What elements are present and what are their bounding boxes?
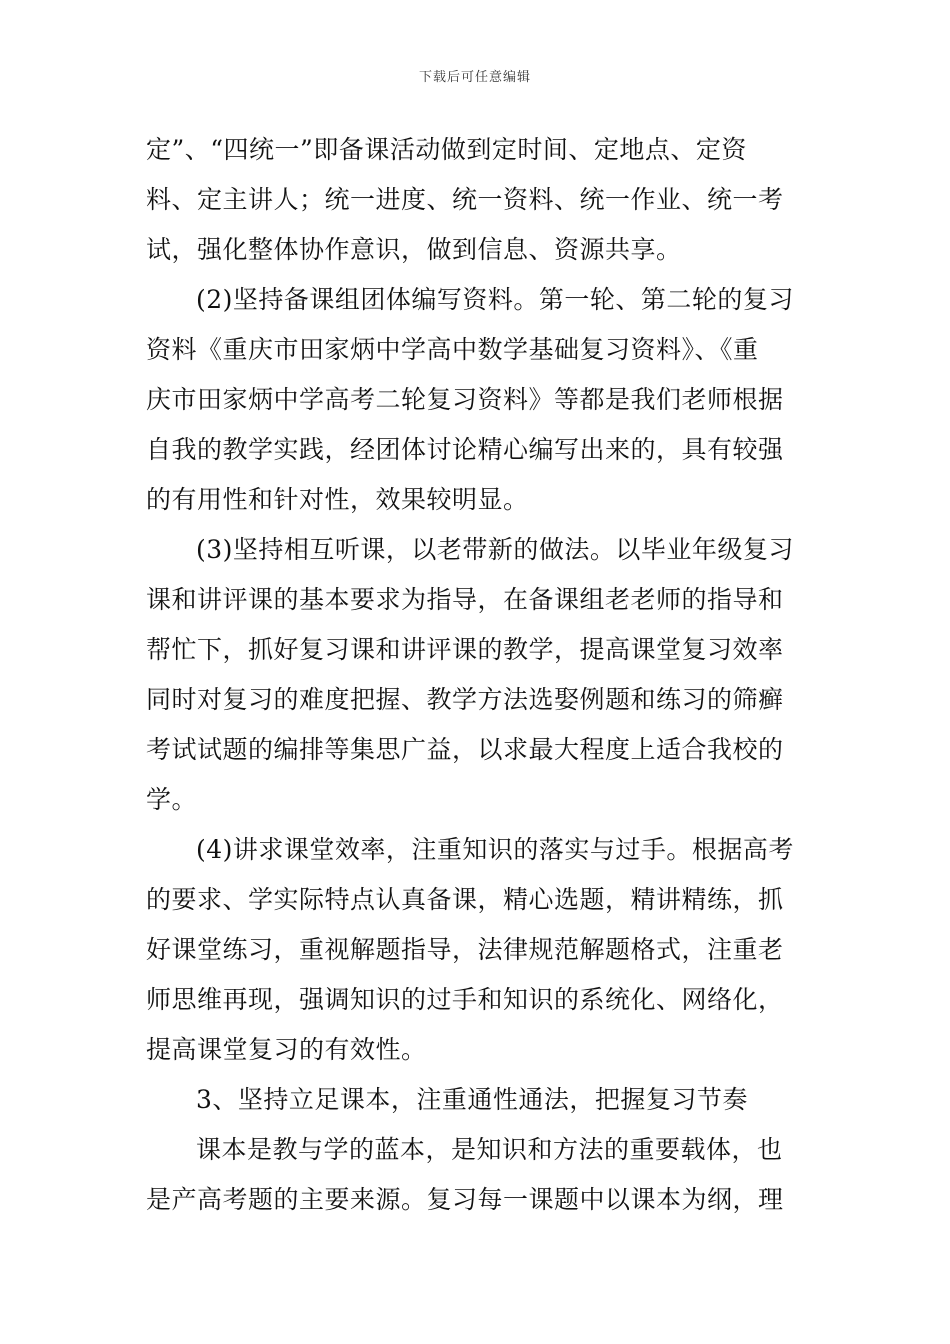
text-line: 师思维再现，强调知识的过手和知识的系统化、网络化， [146,985,784,1014]
text-line: 的有用性和针对性，效果较明显。 [146,485,529,514]
paragraph-start-4: (4)讲求课堂效率，注重知识的落实与过手。根据高考 [196,835,794,864]
text-line: 试，强化整体协作意识，做到信息、资源共享。 [146,235,682,264]
text-line: 学。 [146,785,198,814]
text-line: 考试试题的编排等集思广益，以求最大程度上适合我校的 [146,735,784,764]
text-line: 同时对复习的难度把握、教学方法选娶例题和练习的筛癣 [146,685,784,714]
text-line: 是产高考题的主要来源。复习每一课题中以课本为纲，理 [146,1185,784,1214]
text-line: 庆市田家炳中学高考二轮复习资料》等都是我们老师根据 [146,385,784,414]
text-line: 的要求、学实际特点认真备课，精心选题，精讲精练，抓 [146,885,784,914]
text-line: 帮忙下，抓好复习课和讲评课的教学，提高课堂复习效率 [146,635,784,664]
paragraph-start-2: (2)坚持备课组团体编写资料。第一轮、第二轮的复习 [196,285,794,314]
text-line: 自我的教学实践，经团体讨论精心编写出来的，具有较强 [146,435,784,464]
text-line: 资料《重庆市田家炳中学高中数学基础复习资料》、《重 [146,335,759,364]
text-line: 料、定主讲人；统一进度、统一资料、统一作业、统一考 [146,185,784,214]
page-header: 下载后可任意编辑 [418,70,531,85]
text-line: 课和讲评课的基本要求为指导，在备课组老老师的指导和 [146,585,784,614]
document-body [146,125,808,1225]
section-heading-3: 3、坚持立足课本，注重通性通法，把握复习节奏 [196,1085,748,1114]
text-line: 提高课堂复习的有效性。 [146,1035,427,1064]
paragraph-start-3: (3)坚持相互听课，以老带新的做法。以毕业年级复习 [196,535,794,564]
paragraph-start-textbook: 课本是教与学的蓝本，是知识和方法的重要载体，也 [196,1135,783,1164]
text-line: 好课堂练习，重视解题指导，法律规范解题格式，注重老 [146,935,784,964]
text-line: 定”、“四统一”即备课活动做到定时间、定地点、定资 [146,135,747,164]
